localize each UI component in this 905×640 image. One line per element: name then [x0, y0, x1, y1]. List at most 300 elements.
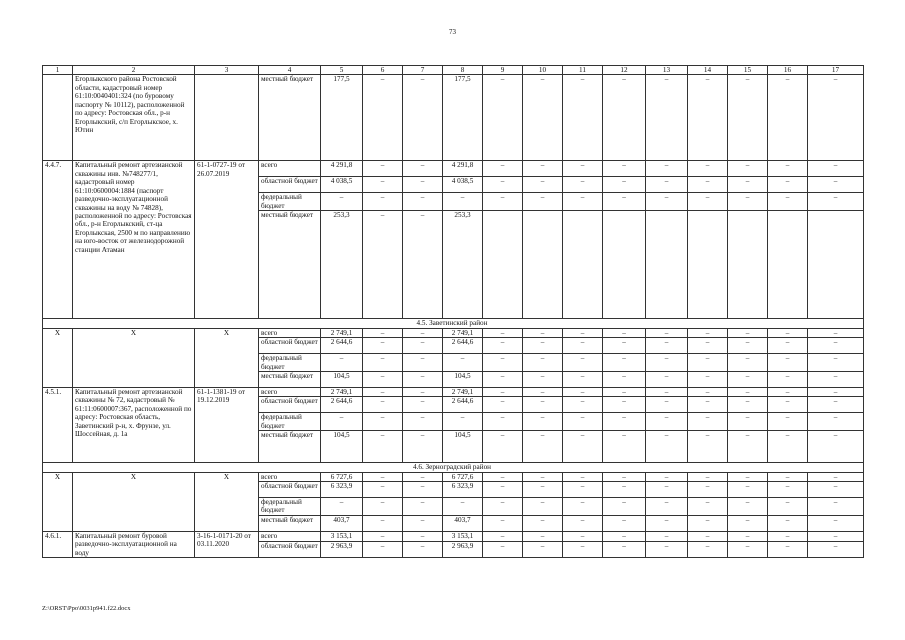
value-cell: – — [808, 541, 864, 558]
value-cell: – — [603, 328, 646, 337]
value-cell: – — [363, 354, 403, 372]
value-cell: – — [363, 431, 403, 463]
value-cell: – — [603, 161, 646, 177]
value-cell: – — [563, 371, 603, 387]
budget-label: местный бюджет — [259, 211, 321, 319]
value-cell: – — [603, 498, 646, 516]
value-cell: – — [321, 413, 363, 431]
value-cell: – — [363, 338, 403, 354]
value-cell: – — [523, 161, 563, 177]
value-cell: 2 644,6 — [321, 397, 363, 413]
value-cell: – — [808, 482, 864, 498]
value-cell: 4 291,8 — [443, 161, 483, 177]
value-cell: – — [688, 498, 728, 516]
value-cell: – — [443, 354, 483, 372]
value-cell: – — [603, 387, 646, 396]
value-cell: – — [768, 472, 808, 481]
value-cell: – — [688, 515, 728, 531]
value-cell: 2 644,6 — [321, 338, 363, 354]
value-cell: – — [688, 387, 728, 396]
column-header: 10 — [523, 66, 563, 75]
value-cell: – — [363, 193, 403, 211]
value-cell: – — [403, 177, 443, 193]
value-cell: – — [523, 431, 563, 463]
value-cell: 6 323,9 — [443, 482, 483, 498]
value-cell — [728, 211, 768, 319]
value-cell — [523, 211, 563, 319]
value-cell: – — [646, 472, 688, 481]
value-cell: – — [523, 472, 563, 481]
value-cell: – — [728, 193, 768, 211]
value-cell: – — [646, 387, 688, 396]
value-cell: – — [523, 482, 563, 498]
value-cell: – — [603, 482, 646, 498]
value-cell: – — [808, 472, 864, 481]
value-cell: 177,5 — [443, 75, 483, 161]
value-cell: – — [563, 531, 603, 541]
column-header: 7 — [403, 66, 443, 75]
value-cell: – — [688, 354, 728, 372]
x-mark: X — [73, 328, 195, 387]
value-cell: – — [603, 338, 646, 354]
value-cell: – — [563, 431, 603, 463]
value-cell: – — [768, 328, 808, 337]
table-row — [43, 463, 864, 472]
value-cell: – — [483, 531, 523, 541]
budget-label: федеральный бюджет — [259, 498, 321, 516]
document-number: 61-1-1381-19 от 19.12.2019 — [195, 387, 259, 462]
value-cell: – — [808, 354, 864, 372]
value-cell — [603, 211, 646, 319]
value-cell: – — [688, 541, 728, 558]
value-cell: – — [363, 75, 403, 161]
value-cell: – — [688, 177, 728, 193]
value-cell: – — [363, 541, 403, 558]
value-cell: – — [603, 413, 646, 431]
value-cell: – — [808, 498, 864, 516]
budget-label: всего — [259, 531, 321, 541]
value-cell: – — [363, 371, 403, 387]
value-cell: – — [321, 193, 363, 211]
x-mark: X — [43, 328, 73, 387]
value-cell: – — [768, 161, 808, 177]
column-header: 11 — [563, 66, 603, 75]
value-cell: – — [403, 413, 443, 431]
value-cell: – — [768, 515, 808, 531]
budget-label: местный бюджет — [259, 515, 321, 531]
value-cell: – — [363, 482, 403, 498]
row-number: 4.6.1. — [43, 531, 73, 557]
value-cell: – — [523, 371, 563, 387]
value-cell: 2 749,1 — [443, 328, 483, 337]
value-cell: – — [728, 75, 768, 161]
value-cell — [483, 211, 523, 319]
column-header: 4 — [259, 66, 321, 75]
value-cell: – — [403, 75, 443, 161]
value-cell: – — [728, 498, 768, 516]
value-cell: – — [808, 413, 864, 431]
value-cell: – — [363, 515, 403, 531]
value-cell: – — [688, 472, 728, 481]
value-cell: – — [403, 431, 443, 463]
value-cell: 3 153,1 — [443, 531, 483, 541]
value-cell: – — [688, 161, 728, 177]
value-cell: – — [646, 413, 688, 431]
value-cell: – — [603, 371, 646, 387]
value-cell: – — [443, 413, 483, 431]
x-mark: X — [43, 472, 73, 531]
value-cell: – — [403, 531, 443, 541]
value-cell: – — [688, 75, 728, 161]
budget-label: областной бюджет — [259, 177, 321, 193]
value-cell: – — [363, 531, 403, 541]
value-cell: – — [603, 431, 646, 463]
value-cell — [563, 211, 603, 319]
value-cell: – — [363, 177, 403, 193]
value-cell: – — [363, 413, 403, 431]
value-cell: – — [483, 498, 523, 516]
budget-label: всего — [259, 328, 321, 337]
value-cell: – — [603, 472, 646, 481]
value-cell: – — [403, 354, 443, 372]
document-number: 3-16-1-0171-20 от 03.11.2020 — [195, 531, 259, 557]
table-row — [43, 319, 864, 328]
value-cell: – — [483, 328, 523, 337]
value-cell: – — [403, 482, 443, 498]
value-cell: – — [768, 482, 808, 498]
value-cell: – — [646, 328, 688, 337]
value-cell: – — [523, 338, 563, 354]
value-cell: – — [523, 354, 563, 372]
value-cell: – — [728, 431, 768, 463]
value-cell: – — [603, 397, 646, 413]
value-cell: 104,5 — [321, 431, 363, 463]
object-name: Егорлыкского района Ростовской области, кадастровый номер 61:10:0040401:324 (по буровому паспорту № 10112), расположенной по адресу: Ростовская обл., р-н Егорлыкский, с/п Егорлыкское, х. Ютин — [73, 75, 195, 161]
value-cell: – — [483, 397, 523, 413]
value-cell: – — [563, 541, 603, 558]
value-cell: – — [563, 413, 603, 431]
value-cell: – — [403, 328, 443, 337]
value-cell: – — [728, 515, 768, 531]
value-cell: – — [403, 397, 443, 413]
value-cell: – — [728, 472, 768, 481]
column-header: 13 — [646, 66, 688, 75]
value-cell: – — [363, 211, 403, 319]
value-cell: – — [728, 338, 768, 354]
value-cell: – — [363, 397, 403, 413]
value-cell: – — [483, 482, 523, 498]
table-row — [43, 328, 864, 337]
value-cell: – — [768, 177, 808, 193]
value-cell: 2 644,6 — [443, 338, 483, 354]
value-cell: – — [646, 515, 688, 531]
budget-label: федеральный бюджет — [259, 354, 321, 372]
row-number — [43, 75, 73, 161]
value-cell: – — [768, 371, 808, 387]
budget-label: местный бюджет — [259, 75, 321, 161]
value-cell: – — [483, 472, 523, 481]
value-cell: – — [483, 413, 523, 431]
value-cell: – — [403, 498, 443, 516]
value-cell: – — [563, 498, 603, 516]
value-cell: – — [443, 193, 483, 211]
value-cell: – — [808, 161, 864, 177]
row-number: 4.4.7. — [43, 161, 73, 319]
value-cell: – — [563, 397, 603, 413]
x-mark: X — [195, 328, 259, 387]
value-cell: – — [563, 161, 603, 177]
value-cell: 2 644,6 — [443, 397, 483, 413]
value-cell: 2 749,1 — [321, 387, 363, 396]
column-header: 5 — [321, 66, 363, 75]
value-cell: – — [646, 371, 688, 387]
value-cell: – — [403, 338, 443, 354]
value-cell: – — [768, 354, 808, 372]
page-number: 73 — [449, 28, 456, 36]
value-cell: – — [603, 354, 646, 372]
value-cell: – — [483, 193, 523, 211]
value-cell: 104,5 — [443, 431, 483, 463]
value-cell: – — [563, 338, 603, 354]
value-cell: – — [523, 397, 563, 413]
value-cell: – — [563, 193, 603, 211]
value-cell: – — [688, 328, 728, 337]
value-cell: 6 727,6 — [321, 472, 363, 481]
value-cell: – — [321, 498, 363, 516]
value-cell: – — [363, 472, 403, 481]
value-cell: – — [403, 371, 443, 387]
value-cell: – — [603, 541, 646, 558]
value-cell: – — [768, 75, 808, 161]
value-cell: – — [768, 541, 808, 558]
value-cell: – — [523, 541, 563, 558]
document-number — [195, 75, 259, 161]
value-cell: 2 963,9 — [443, 541, 483, 558]
value-cell: – — [483, 161, 523, 177]
value-cell: – — [363, 387, 403, 396]
value-cell: – — [363, 328, 403, 337]
column-header: 8 — [443, 66, 483, 75]
table-row — [43, 472, 864, 481]
value-cell: – — [646, 193, 688, 211]
value-cell: – — [728, 397, 768, 413]
value-cell: – — [808, 193, 864, 211]
value-cell: – — [646, 354, 688, 372]
column-header: 14 — [688, 66, 728, 75]
table-row — [43, 161, 864, 177]
value-cell: – — [523, 193, 563, 211]
value-cell: – — [728, 482, 768, 498]
value-cell: 2 749,1 — [443, 387, 483, 396]
value-cell: – — [603, 193, 646, 211]
value-cell: – — [728, 371, 768, 387]
value-cell: – — [563, 482, 603, 498]
table-row — [43, 531, 864, 541]
object-name: Капитальный ремонт артезианской скважины № 72, кадастровый № 61:11:0600007:367, расположенной по адресу: Ростовская область, Заветинский р-н, х. Фрунзе, ул. Шоссейная, д. 1а — [73, 387, 195, 462]
value-cell: – — [603, 75, 646, 161]
value-cell: – — [523, 413, 563, 431]
budget-label: всего — [259, 472, 321, 481]
value-cell: – — [321, 354, 363, 372]
value-cell: – — [483, 541, 523, 558]
value-cell: – — [403, 541, 443, 558]
column-header: 3 — [195, 66, 259, 75]
object-name: Капитальный ремонт буровой разведочно-эксплуатационной на воду — [73, 531, 195, 557]
value-cell: – — [523, 75, 563, 161]
value-cell: – — [483, 515, 523, 531]
value-cell: – — [768, 193, 808, 211]
table-row — [43, 387, 864, 396]
column-header: 12 — [603, 66, 646, 75]
value-cell — [646, 211, 688, 319]
budget-label: федеральный бюджет — [259, 193, 321, 211]
value-cell: 3 153,1 — [321, 531, 363, 541]
value-cell: – — [808, 177, 864, 193]
value-cell — [688, 211, 728, 319]
value-cell: – — [808, 75, 864, 161]
value-cell: – — [646, 541, 688, 558]
value-cell: 2 749,1 — [321, 328, 363, 337]
budget-label: всего — [259, 161, 321, 177]
column-header: 1 — [43, 66, 73, 75]
value-cell: 403,7 — [443, 515, 483, 531]
row-number: 4.5.1. — [43, 387, 73, 462]
value-cell: – — [646, 177, 688, 193]
value-cell: – — [728, 161, 768, 177]
value-cell — [768, 211, 808, 319]
value-cell: – — [728, 541, 768, 558]
value-cell: – — [728, 531, 768, 541]
value-cell: – — [523, 531, 563, 541]
value-cell: – — [363, 498, 403, 516]
value-cell: – — [688, 338, 728, 354]
value-cell: – — [688, 531, 728, 541]
value-cell: 4 038,5 — [321, 177, 363, 193]
column-header: 16 — [768, 66, 808, 75]
file-path-footer: Z:\ORST\Ppo\0031p941.f22.docx — [42, 605, 131, 612]
value-cell: – — [523, 328, 563, 337]
column-header: 2 — [73, 66, 195, 75]
value-cell: – — [728, 413, 768, 431]
value-cell: – — [483, 431, 523, 463]
value-cell: – — [483, 177, 523, 193]
value-cell: – — [603, 531, 646, 541]
budget-label: местный бюджет — [259, 371, 321, 387]
value-cell: – — [403, 211, 443, 319]
value-cell: – — [688, 397, 728, 413]
value-cell: – — [646, 75, 688, 161]
value-cell: – — [728, 177, 768, 193]
value-cell: 4 291,8 — [321, 161, 363, 177]
value-cell: 6 727,6 — [443, 472, 483, 481]
value-cell: – — [523, 387, 563, 396]
value-cell: – — [483, 371, 523, 387]
value-cell: 6 323,9 — [321, 482, 363, 498]
value-cell: – — [646, 498, 688, 516]
value-cell: – — [443, 498, 483, 516]
object-name: Капитальный ремонт артезианской скважины инв. №748277/1, кадастровый номер 61:10:0600004:1884 (паспорт разведочно-эксплуатационной скважины на воду № 74828), расположенной по адресу: Ростовская обл., р-н Егорлыкский, ст-ца Егорлыкская, 2500 м по направлению на юго-восток от железнодорожной станции Атаман — [73, 161, 195, 319]
value-cell: 104,5 — [321, 371, 363, 387]
value-cell: – — [808, 397, 864, 413]
value-cell: – — [563, 472, 603, 481]
value-cell: 2 963,9 — [321, 541, 363, 558]
value-cell: 403,7 — [321, 515, 363, 531]
value-cell: – — [483, 338, 523, 354]
value-cell: – — [646, 338, 688, 354]
value-cell: – — [768, 431, 808, 463]
column-header: 15 — [728, 66, 768, 75]
value-cell: – — [403, 387, 443, 396]
section-title: 4.6. Зерноградский район — [43, 463, 864, 472]
value-cell: – — [768, 531, 808, 541]
value-cell: – — [768, 498, 808, 516]
value-cell: 4 038,5 — [443, 177, 483, 193]
value-cell: – — [728, 354, 768, 372]
value-cell: – — [403, 472, 443, 481]
table-row — [43, 66, 864, 75]
budget-label: областной бюджет — [259, 482, 321, 498]
x-mark: X — [195, 472, 259, 531]
value-cell: – — [403, 193, 443, 211]
value-cell: – — [563, 387, 603, 396]
value-cell: – — [403, 515, 443, 531]
value-cell: – — [646, 161, 688, 177]
value-cell: – — [523, 498, 563, 516]
value-cell: – — [808, 338, 864, 354]
x-mark: X — [73, 472, 195, 531]
value-cell: – — [483, 354, 523, 372]
value-cell: – — [646, 482, 688, 498]
value-cell: – — [768, 387, 808, 396]
value-cell: – — [563, 75, 603, 161]
budget-table — [42, 65, 864, 558]
value-cell: – — [403, 161, 443, 177]
value-cell: – — [768, 338, 808, 354]
value-cell: – — [808, 328, 864, 337]
value-cell: 253,3 — [321, 211, 363, 319]
value-cell: – — [563, 354, 603, 372]
value-cell: 177,5 — [321, 75, 363, 161]
budget-label: областной бюджет — [259, 397, 321, 413]
budget-label: федеральный бюджет — [259, 413, 321, 431]
value-cell: – — [483, 387, 523, 396]
value-cell — [808, 211, 864, 319]
column-header: 9 — [483, 66, 523, 75]
budget-label: областной бюджет — [259, 338, 321, 354]
value-cell: – — [768, 413, 808, 431]
budget-label: всего — [259, 387, 321, 396]
table-row — [43, 75, 864, 161]
value-cell: – — [523, 515, 563, 531]
budget-label: областной бюджет — [259, 541, 321, 558]
value-cell: – — [688, 193, 728, 211]
value-cell: – — [688, 431, 728, 463]
value-cell: – — [483, 75, 523, 161]
value-cell: – — [728, 328, 768, 337]
document-number: 61-1-0727-19 от 26.07.2019 — [195, 161, 259, 319]
value-cell: – — [563, 177, 603, 193]
value-cell: – — [646, 397, 688, 413]
value-cell: – — [563, 328, 603, 337]
value-cell: – — [808, 531, 864, 541]
budget-label: местный бюджет — [259, 431, 321, 463]
value-cell: – — [808, 515, 864, 531]
value-cell: – — [603, 177, 646, 193]
value-cell: – — [688, 371, 728, 387]
value-cell: – — [646, 531, 688, 541]
column-header: 6 — [363, 66, 403, 75]
value-cell: – — [688, 482, 728, 498]
